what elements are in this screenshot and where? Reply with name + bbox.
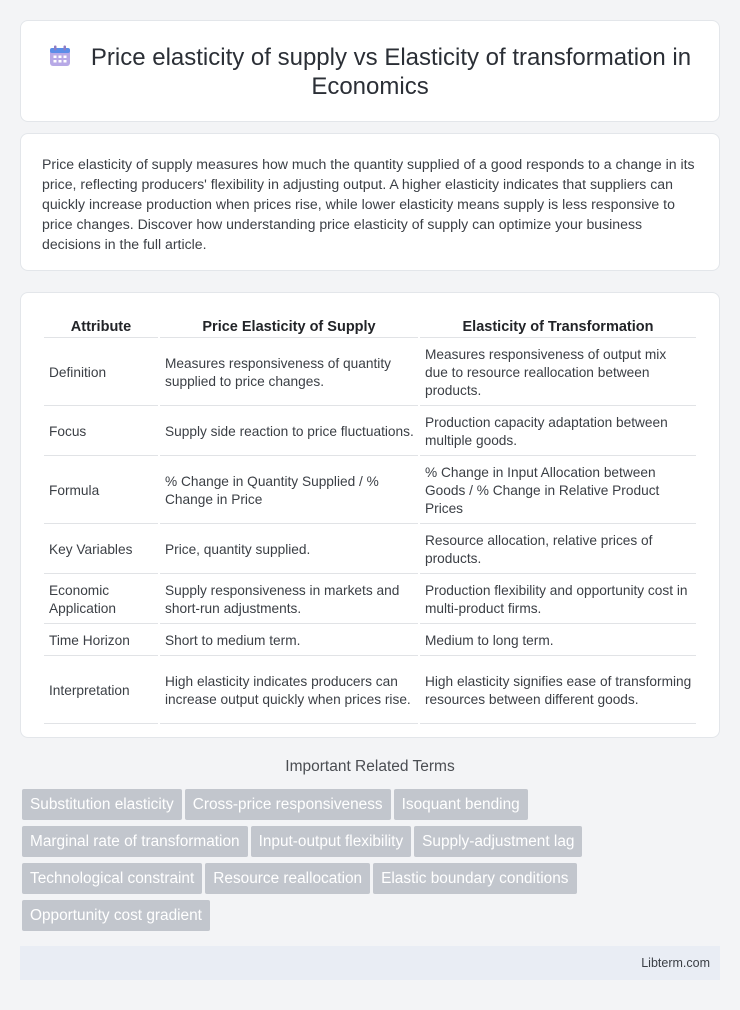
- tag-row: [22, 826, 722, 863]
- table-cell: Resource allocation, relative prices of products.: [420, 526, 696, 574]
- table-cell: Price, quantity supplied.: [160, 526, 418, 574]
- table-row: [44, 626, 696, 656]
- tag-supply-adjustment-lag[interactable]: Supply-adjustment lag: [414, 826, 582, 857]
- tag-opportunity-cost-gradient[interactable]: Opportunity cost gradient: [22, 900, 210, 931]
- description-card: [20, 133, 720, 271]
- table-cell-attribute: Economic Application: [44, 576, 158, 624]
- related-terms-list: [22, 789, 722, 937]
- table-row: [44, 576, 696, 624]
- table-header-row: [44, 316, 696, 338]
- table-row: [44, 658, 696, 724]
- table-row: [44, 408, 696, 456]
- table-cell: Production capacity adaptation between multiple goods.: [420, 408, 696, 456]
- comparison-table: [42, 314, 698, 726]
- table-row: [44, 458, 696, 524]
- tag-marginal-rate-of-transformation[interactable]: Marginal rate of transformation: [22, 826, 248, 857]
- table-cell: High elasticity signifies ease of transforming resources between different goods.: [420, 658, 696, 724]
- table-cell-attribute: Time Horizon: [44, 626, 158, 656]
- table-cell: % Change in Input Allocation between Goods / % Change in Relative Product Prices: [420, 458, 696, 524]
- table-cell: Measures responsiveness of quantity supplied to price changes.: [160, 340, 418, 406]
- tag-technological-constraint[interactable]: Technological constraint: [22, 863, 202, 894]
- page-title: Price elasticity of supply vs Elasticity of transformation in Economics: [90, 44, 692, 100]
- tag-cross-price-responsiveness[interactable]: Cross-price responsiveness: [185, 789, 391, 820]
- table-cell: Short to medium term.: [160, 626, 418, 656]
- header-price-elasticity: Price Elasticity of Supply: [160, 316, 418, 338]
- footer-site-link[interactable]: Libterm.com: [641, 956, 710, 970]
- description-text: Price elasticity of supply measures how much the quantity supplied of a good responds to a change in its price, reflecting producers' flexibility in adjusting output. A higher elasticity indicates that suppliers can quickly increase production when prices rise, while lower elasticity means supply is less responsive to price changes. Discover how understanding price elasticity of supply can optimize your business decisions in the full article.: [42, 156, 695, 252]
- related-terms-title: Important Related Terms: [285, 758, 455, 775]
- header-attribute: Attribute: [44, 316, 158, 338]
- table-cell-attribute: Interpretation: [44, 658, 158, 724]
- title-card: [20, 20, 720, 122]
- comparison-card: [20, 292, 720, 738]
- table-cell: Measures responsiveness of output mix due to resource reallocation between products.: [420, 340, 696, 406]
- table-cell: Medium to long term.: [420, 626, 696, 656]
- table-cell-attribute: Formula: [44, 458, 158, 524]
- table-cell-attribute: Focus: [44, 408, 158, 456]
- tag-row: [22, 789, 722, 826]
- tag-row: [22, 900, 722, 937]
- tag-resource-reallocation[interactable]: Resource reallocation: [205, 863, 370, 894]
- tag-isoquant-bending[interactable]: Isoquant bending: [394, 789, 528, 820]
- table-cell: Production flexibility and opportunity cost in multi-product firms.: [420, 576, 696, 624]
- table-row: [44, 526, 696, 574]
- page-title-row: [21, 43, 719, 101]
- table-cell: High elasticity indicates producers can increase output quickly when prices rise.: [160, 658, 418, 724]
- table-cell-attribute: Definition: [44, 340, 158, 406]
- tag-input-output-flexibility[interactable]: Input-output flexibility: [251, 826, 412, 857]
- tag-substitution-elasticity[interactable]: Substitution elasticity: [22, 789, 182, 820]
- table-cell: % Change in Quantity Supplied / % Change in Price: [160, 458, 418, 524]
- header-elasticity-transformation: Elasticity of Transformation: [420, 316, 696, 338]
- calendar-icon: [49, 45, 71, 67]
- table-cell-attribute: Key Variables: [44, 526, 158, 574]
- tag-elastic-boundary-conditions[interactable]: Elastic boundary conditions: [373, 863, 576, 894]
- table-cell: Supply responsiveness in markets and short-run adjustments.: [160, 576, 418, 624]
- table-row: [44, 340, 696, 406]
- table-cell: Supply side reaction to price fluctuations.: [160, 408, 418, 456]
- footer: [20, 946, 720, 980]
- tag-row: [22, 863, 722, 900]
